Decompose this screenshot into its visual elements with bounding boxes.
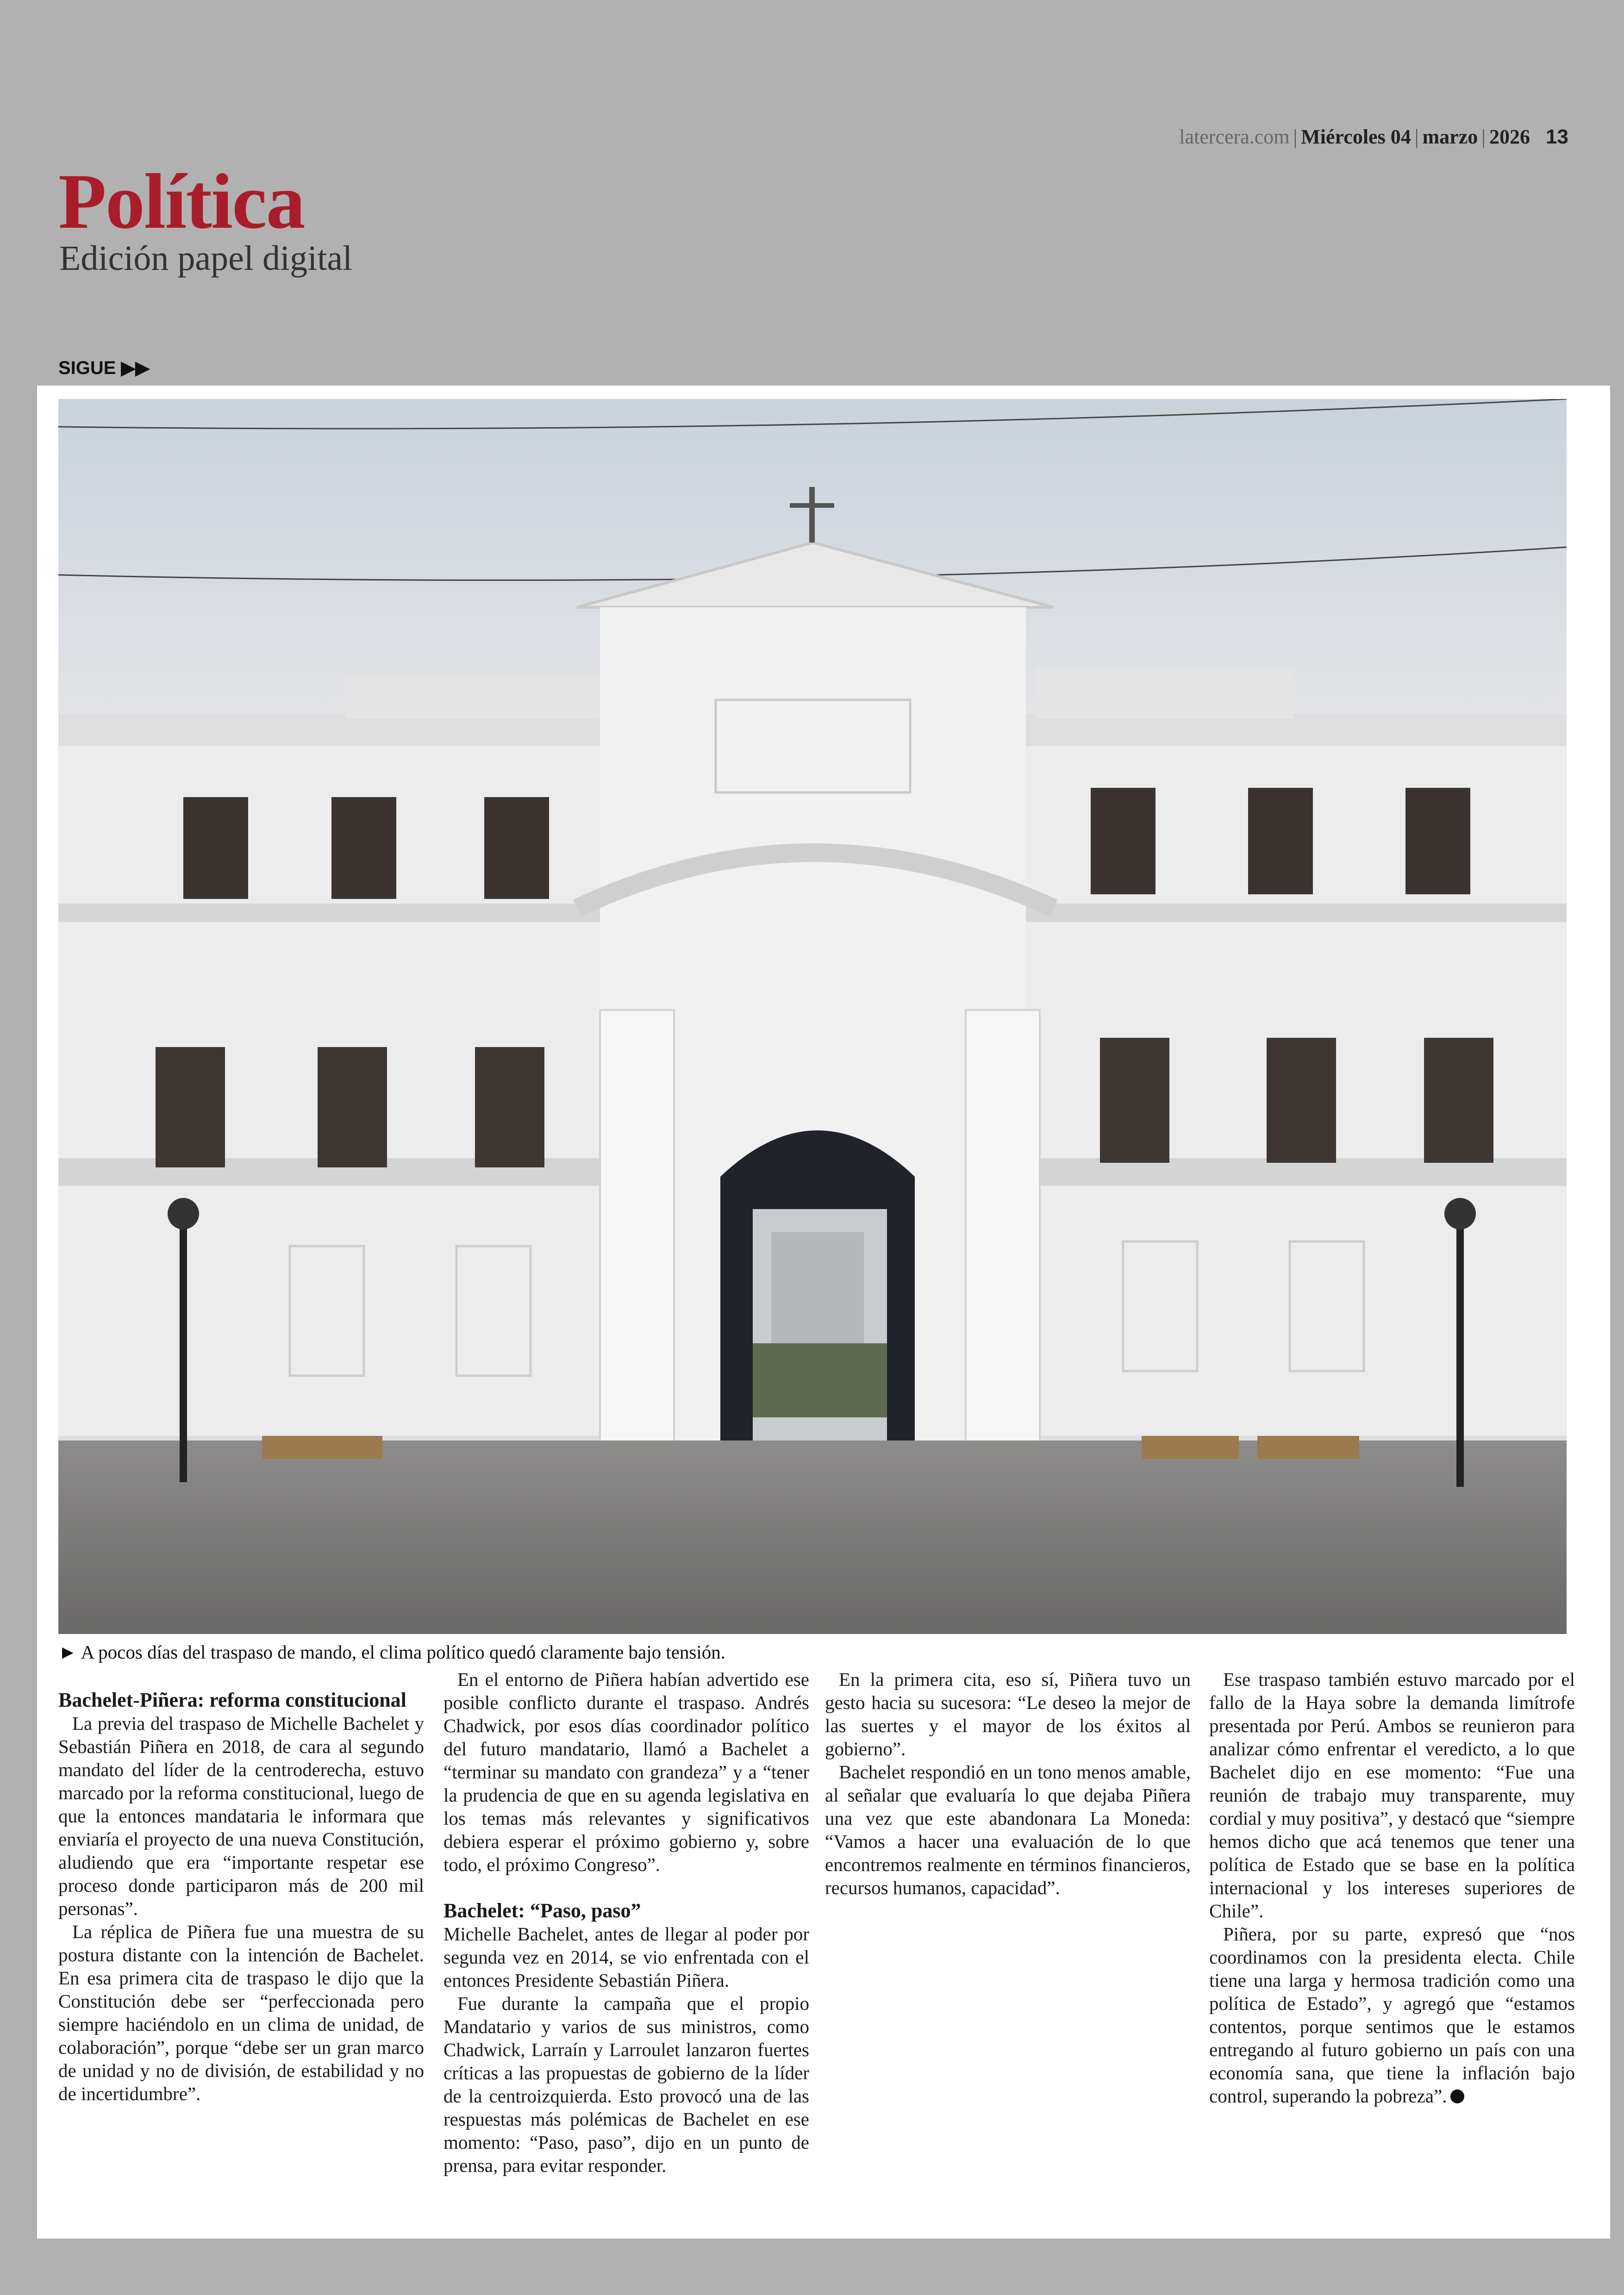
paragraph: Michelle Bachelet, antes de llegar al poder por segunda vez en 2014, se vio enfrentada con el entonces Presidente Sebastián Piñera.: [443, 1923, 809, 1991]
paragraph: La previa del traspaso de Michelle Bachelet y Sebastián Piñera en 2018, de cara al segundo mandato del líder de la centroderecha, estuvo marcado por la reforma constitucional, luego de que la entonces mandataria le informara que enviaría el proyecto de una nueva Constitución, aludiendo que era “importante respetar ese proceso donde participaron más de 200 mil personas”.: [58, 1713, 424, 1919]
section-title: Política: [58, 158, 305, 245]
photo-caption: ► A pocos días del traspaso de mando, el clima político quedó claramente bajo tensión.: [58, 1641, 726, 1663]
heading-paso: Bachelet: “Paso, paso”: [443, 1899, 641, 1922]
date-year: 2026: [1489, 125, 1530, 148]
date-month: marzo: [1422, 125, 1478, 148]
paragraph: [1209, 1922, 1575, 2108]
paragraph: Bachelet respondió en un tono menos amable, al señalar que evaluaría lo que dejaba Piñera una vez que este abandonara La Moneda: “Vamos a hacer una evaluación de lo que encontremos realmente en términos financieros, recursos humanos, capacidad”.: [825, 1761, 1191, 1898]
edition-subtitle: Edición papel digital: [59, 239, 353, 278]
top-line: latercera.com | Miércoles 04 | marzo | 2026 13: [1179, 125, 1568, 148]
heading-reforma: Bachelet-Piñera: reforma constitucional: [58, 1689, 406, 1711]
end-mark-icon: [1450, 2089, 1464, 2103]
paragraph-text: Piñera, por su parte, expresó que “nos coordinamos con la presidenta electa. Chile tiene una larga y hermosa tradición como una política de Estado”, y agregó que “estamos contentos, porque sentimos que le estamos entregando al futuro gobierno un país con una economía sana, que tiene la inflación bajo control, superando la pobreza”.: [1209, 1923, 1575, 2107]
paragraph: Fue durante la campaña que el propio Mandatario y varios de sus ministros, como Chadwick, Larraín y Larroulet lanzaron fuertes críticas a las propuestas de gobierno de la líder de la centroizquierda. Esto provocó una de las respuestas más polémicas de Bachelet en ese momento: “Paso, paso”, dijo en un punto de prensa, para evitar responder.: [443, 1993, 809, 2176]
paragraph: La réplica de Piñera fue una muestra de su postura distante con la intención de Bachelet. En esa primera cita de traspaso le dijo que la Constitución debe ser “perfeccionada pero siempre haciéndolo en un clima de unidad, de colaboración”, porque “debe ser un gran marco de unidad y no de división, de estabilidad y no de incertidumbre”.: [58, 1921, 424, 2104]
page-number: 13: [1546, 125, 1568, 148]
paragraph: En la primera cita, eso sí, Piñera tuvo un gesto hacia su sucesora: “Le deseo la mejor de las suertes y el mayor de los éxitos al gobierno”.: [825, 1669, 1191, 1759]
paragraph: En el entorno de Piñera habían advertido ese posible conflicto durante el traspaso. Andrés Chadwick, por esos días coordinador político del futuro mandatario, llamó a Bachelet a “terminar su mandato con grandeza” y a “tener la prudencia de que en su agenda legislativa en los temas más relevantes y significativos debiera esperar el próximo gobierno y, sobre todo, el próximo Congreso”.: [443, 1669, 809, 1875]
article-column-4: [1209, 1668, 1575, 2108]
site-name[interactable]: latercera.com: [1179, 125, 1290, 148]
article-column-1: [58, 1689, 424, 2105]
palace-photo: [58, 399, 1567, 1634]
palace-illustration: [58, 399, 1567, 1634]
sigue-link[interactable]: SIGUE ▶▶: [58, 358, 150, 378]
article-column-3: [825, 1668, 1191, 1899]
date-weekday: Miércoles 04: [1301, 125, 1411, 148]
paragraph: Ese traspaso también estuvo marcado por el fallo de la Haya sobre la demanda limítrofe presentada por Perú. Ambos se reunieron para analizar cómo enfrentar el veredicto, a lo que Bachelet dijo en ese momento: “Fue una reunión de trabajo muy transparente, muy cordial y muy positiva”, y destacó que “siempre hemos dicho que acá tenemos que tener una política de Estado que se base en la política internacional y los intereses superiores de Chile”.: [1209, 1669, 1575, 1921]
article-column-2: [443, 1668, 809, 2177]
